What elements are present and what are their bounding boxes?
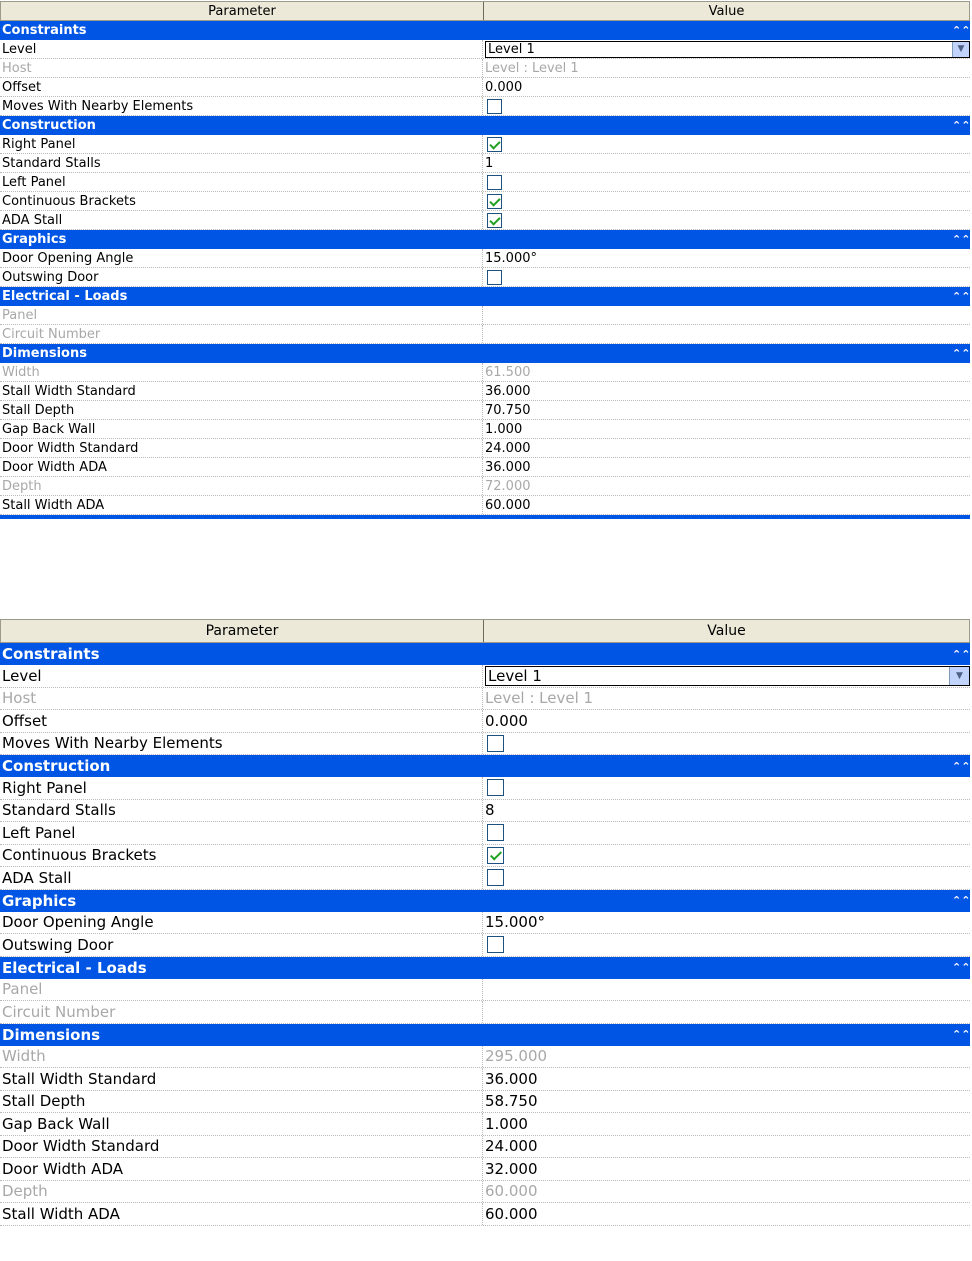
row-width (0, 1046, 970, 1069)
param-value[interactable]: 60.000 (485, 1204, 538, 1223)
param-label: Width (0, 1046, 483, 1068)
row-right-panel (0, 777, 970, 800)
param-label: Door Width Standard (0, 1136, 483, 1158)
param-label: ADA Stall (0, 211, 483, 229)
section-electrical-loads[interactable] (0, 287, 970, 306)
row-offset (0, 710, 970, 733)
continuous-brackets-checkbox[interactable] (487, 194, 502, 209)
param-label: Level (0, 40, 483, 58)
param-value (483, 665, 970, 687)
row-width (0, 363, 970, 382)
double-chevron-up-icon[interactable]: ⌃⌃ (952, 1028, 971, 1041)
param-label: Outswing Door (0, 934, 483, 956)
section-title: Dimensions (2, 346, 87, 361)
row-circuit-number (0, 1001, 970, 1024)
row-host (0, 688, 970, 711)
param-value: 60.000 (485, 1182, 538, 1201)
param-value (483, 173, 970, 191)
row-level (0, 40, 970, 59)
param-value[interactable]: 70.750 (485, 402, 531, 418)
row-left-panel (0, 822, 970, 845)
param-label: Door Opening Angle (0, 249, 483, 267)
ada-stall-checkbox[interactable] (487, 213, 502, 228)
param-label: Host (0, 59, 483, 77)
param-value (483, 822, 970, 844)
section-title: Electrical - Loads (2, 289, 128, 304)
param-label: Door Width ADA (0, 458, 483, 476)
param-label: Stall Width ADA (0, 1203, 483, 1225)
param-label: Stall Width ADA (0, 496, 483, 514)
param-value (483, 845, 970, 867)
column-header (0, 619, 970, 643)
param-value: 72.000 (485, 478, 531, 494)
row-stall-width-standard (0, 382, 970, 401)
param-value (483, 777, 970, 799)
param-label: Door Opening Angle (0, 912, 483, 934)
moves-checkbox[interactable] (487, 99, 502, 114)
double-chevron-up-icon[interactable]: ⌃⌃ (952, 24, 971, 37)
param-label: Moves With Nearby Elements (0, 733, 483, 755)
column-header-value[interactable]: Value (707, 623, 746, 639)
param-value (483, 867, 970, 889)
param-label: Width (0, 363, 483, 381)
row-ada-stall (0, 867, 970, 890)
param-value[interactable]: 32.000 (485, 1159, 538, 1178)
param-value (483, 211, 970, 229)
param-label: Circuit Number (0, 325, 483, 343)
row-host (0, 59, 970, 78)
param-value[interactable]: 1.000 (485, 421, 523, 437)
dropdown-arrow-icon[interactable]: ▼ (949, 667, 969, 685)
row-moves-with-nearby (0, 97, 970, 116)
double-chevron-up-icon[interactable]: ⌃⌃ (952, 119, 971, 132)
double-chevron-up-icon[interactable]: ⌃⌃ (952, 961, 971, 974)
section-title: Constraints (2, 645, 100, 663)
standard-stalls-value[interactable]: 8 (485, 801, 495, 820)
param-label: Stall Width Standard (0, 1068, 483, 1090)
section-constraints[interactable] (0, 21, 970, 40)
param-label: Right Panel (0, 135, 483, 153)
param-value (483, 40, 970, 58)
row-stall-width-ada (0, 496, 970, 515)
param-value (483, 1001, 970, 1023)
param-label: ADA Stall (0, 867, 483, 889)
column-header-parameter[interactable]: Parameter (1, 620, 484, 642)
section-dimensions[interactable] (0, 344, 970, 363)
row-right-panel (0, 135, 970, 154)
param-label: Stall Depth (0, 401, 483, 419)
double-chevron-up-icon[interactable]: ⌃⌃ (952, 290, 971, 303)
double-chevron-up-icon[interactable]: ⌃⌃ (952, 894, 971, 907)
properties-grid-bottom (0, 619, 970, 1226)
moves-checkbox[interactable] (487, 735, 504, 752)
param-value (483, 979, 970, 1001)
param-label: Left Panel (0, 822, 483, 844)
param-value[interactable]: 1.000 (485, 1114, 528, 1133)
param-label: Continuous Brackets (0, 845, 483, 867)
param-label: Right Panel (0, 777, 483, 799)
param-label: Offset (0, 78, 483, 96)
row-stall-depth (0, 401, 970, 420)
param-value (483, 934, 970, 956)
param-label: Door Width Standard (0, 439, 483, 457)
section-title: Electrical - Loads (2, 958, 147, 977)
row-stall-width-standard (0, 1068, 970, 1091)
double-chevron-up-icon[interactable]: ⌃⌃ (952, 759, 971, 773)
row-stall-width-ada (0, 1203, 970, 1226)
row-outswing-door (0, 934, 970, 957)
row-door-width-standard (0, 439, 970, 458)
param-value: 61.500 (485, 364, 531, 380)
section-dimensions[interactable] (0, 1024, 970, 1046)
param-label: Door Width ADA (0, 1158, 483, 1180)
row-gap-back-wall (0, 420, 970, 439)
offset-value[interactable]: 0.000 (485, 79, 523, 95)
row-depth (0, 1181, 970, 1204)
param-label: Stall Width Standard (0, 382, 483, 400)
outswing-checkbox[interactable] (487, 270, 502, 285)
section-title: Dimensions (2, 1025, 101, 1044)
double-chevron-up-icon[interactable]: ⌃⌃ (952, 233, 971, 246)
door-angle-value[interactable]: 15.000° (485, 913, 545, 932)
continuous-brackets-checkbox[interactable] (487, 847, 504, 864)
param-label: Gap Back Wall (0, 420, 483, 438)
right-panel-checkbox[interactable] (487, 779, 504, 796)
row-panel (0, 306, 970, 325)
param-label: Circuit Number (0, 1001, 483, 1023)
param-value: Level : Level 1 (485, 60, 579, 76)
param-value: 295.000 (485, 1047, 548, 1066)
row-door-width-standard (0, 1136, 970, 1159)
level-dropdown[interactable] (485, 666, 970, 686)
column-header (0, 1, 970, 21)
row-door-width-ada (0, 458, 970, 477)
param-label: Standard Stalls (0, 154, 483, 172)
param-value[interactable]: 24.000 (485, 1137, 538, 1156)
level-dropdown-value: Level 1 (488, 41, 535, 57)
level-dropdown-value: Level 1 (488, 666, 542, 685)
row-door-opening-angle (0, 249, 970, 268)
row-continuous-brackets (0, 845, 970, 868)
param-value (483, 325, 970, 343)
row-outswing-door (0, 268, 970, 287)
column-header-parameter[interactable]: Parameter (1, 2, 484, 20)
param-value[interactable]: 36.000 (485, 459, 531, 475)
row-offset (0, 78, 970, 97)
row-gap-back-wall (0, 1113, 970, 1136)
param-value[interactable]: 24.000 (485, 440, 531, 456)
param-label: Host (0, 688, 483, 710)
door-angle-value[interactable]: 15.000° (485, 250, 537, 266)
row-door-width-ada (0, 1158, 970, 1181)
param-value (483, 192, 970, 210)
double-chevron-up-icon[interactable]: ⌃⌃ (952, 347, 971, 360)
left-panel-checkbox[interactable] (487, 824, 504, 841)
right-panel-checkbox[interactable] (487, 137, 502, 152)
param-label: Offset (0, 710, 483, 732)
row-door-opening-angle (0, 912, 970, 935)
param-label: Standard Stalls (0, 800, 483, 822)
param-value[interactable]: 60.000 (485, 497, 531, 513)
param-label: Stall Depth (0, 1091, 483, 1113)
outswing-checkbox[interactable] (487, 936, 504, 953)
row-moves-with-nearby (0, 733, 970, 756)
param-value (483, 733, 970, 755)
row-stall-depth (0, 1091, 970, 1114)
section-title: Constraints (2, 23, 87, 38)
param-label: Moves With Nearby Elements (0, 97, 483, 115)
left-panel-checkbox[interactable] (487, 175, 502, 190)
level-dropdown[interactable] (485, 41, 970, 58)
param-value (483, 268, 970, 286)
param-label: Left Panel (0, 173, 483, 191)
section-title: Graphics (2, 232, 67, 247)
section-construction[interactable] (0, 755, 970, 777)
ada-stall-checkbox[interactable] (487, 869, 504, 886)
row-level (0, 665, 970, 688)
properties-grid-top (0, 1, 970, 519)
row-standard-stalls (0, 800, 970, 823)
dropdown-arrow-icon[interactable]: ▼ (952, 42, 969, 57)
section-title: Construction (2, 757, 111, 775)
param-label: Level (0, 665, 483, 687)
row-standard-stalls (0, 154, 970, 173)
row-left-panel (0, 173, 970, 192)
section-title: Graphics (2, 891, 77, 910)
section-graphics[interactable] (0, 890, 970, 912)
section-graphics[interactable] (0, 230, 970, 249)
param-label: Outswing Door (0, 268, 483, 286)
param-label: Continuous Brackets (0, 192, 483, 210)
row-continuous-brackets (0, 192, 970, 211)
param-value[interactable]: 58.750 (485, 1092, 538, 1111)
param-value (483, 306, 970, 324)
param-value[interactable]: 36.000 (485, 383, 531, 399)
row-panel (0, 979, 970, 1002)
param-label: Gap Back Wall (0, 1113, 483, 1135)
column-header-value[interactable]: Value (708, 3, 745, 19)
section-constraints[interactable] (0, 643, 970, 665)
param-label: Depth (0, 1181, 483, 1203)
param-value: Level : Level 1 (485, 689, 594, 708)
double-chevron-up-icon[interactable]: ⌃⌃ (952, 647, 971, 661)
param-label: Depth (0, 477, 483, 495)
param-label: Panel (0, 979, 483, 1001)
param-value[interactable]: 36.000 (485, 1069, 538, 1088)
param-value (483, 135, 970, 153)
section-construction[interactable] (0, 116, 970, 135)
row-circuit-number (0, 325, 970, 344)
row-depth (0, 477, 970, 496)
standard-stalls-value[interactable]: 1 (485, 155, 494, 171)
param-value (483, 97, 970, 115)
row-ada-stall (0, 211, 970, 230)
cropped-section-edge (0, 515, 970, 519)
offset-value[interactable]: 0.000 (485, 711, 528, 730)
section-electrical-loads[interactable] (0, 957, 970, 979)
section-title: Construction (2, 118, 96, 133)
param-label: Panel (0, 306, 483, 324)
